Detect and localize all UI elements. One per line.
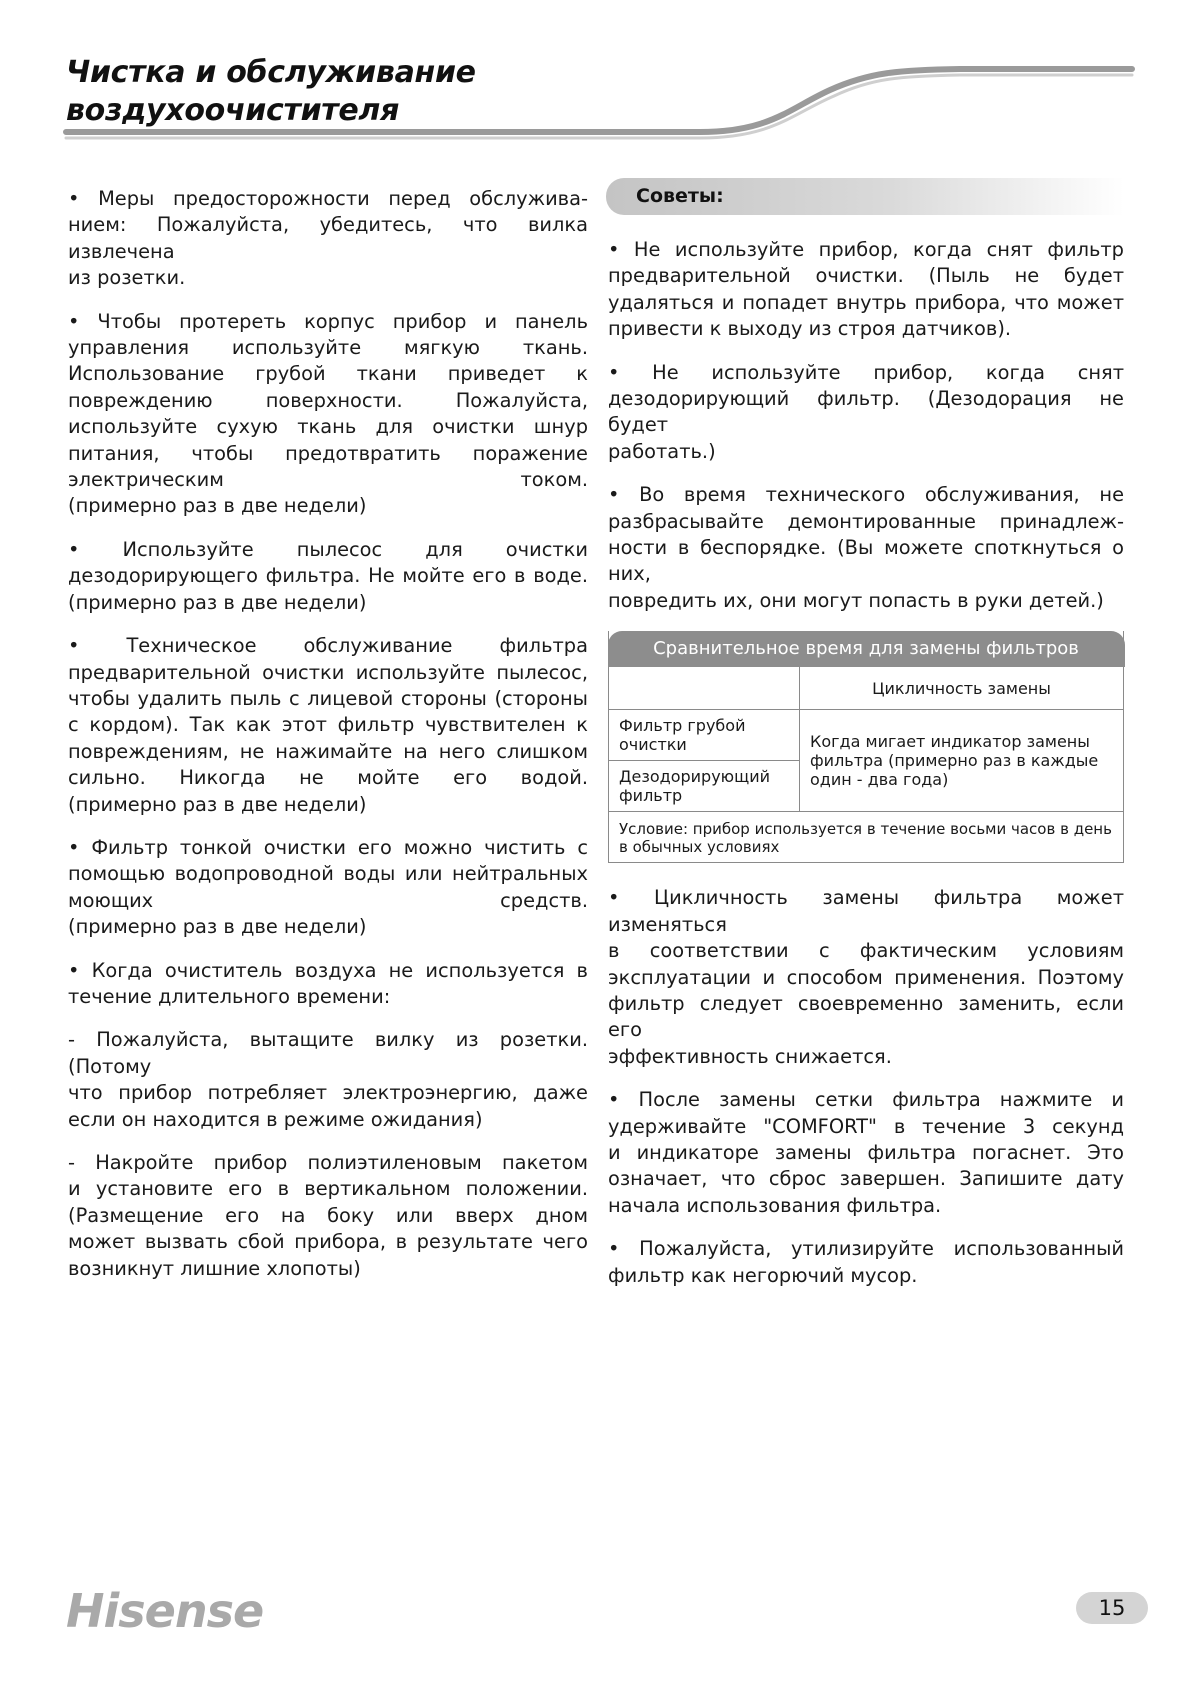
tips-list-after-table xyxy=(608,885,1124,1289)
text-line: • Когда очиститель воздуха не используется в xyxy=(68,958,588,982)
text-line: течение длительного времени: xyxy=(68,984,391,1008)
text-line: • Цикличность замены фильтра может изменяться xyxy=(608,886,1124,936)
text-line: питания, чтобы предотвратить поражение xyxy=(68,441,588,465)
text-line: предварительной очистки используйте пылесос, xyxy=(68,660,588,684)
text-line: • Не используйте прибор, когда снят xyxy=(608,360,1124,384)
text-line: дезодорирующий фильтр. (Дезодорация не будет xyxy=(608,387,1124,437)
filter-replacement-table xyxy=(608,631,1124,863)
paragraph xyxy=(68,1027,588,1133)
text-line: используйте сухую ткань для очистки шнур xyxy=(68,415,588,439)
text-line: если он находится в режиме ожидания) xyxy=(68,1107,483,1131)
paragraph xyxy=(68,835,588,941)
page-number: 15 xyxy=(1076,1592,1148,1624)
paragraph xyxy=(68,633,588,818)
table-header-cell: Цикличность замены xyxy=(800,667,1124,710)
paragraph xyxy=(608,482,1124,614)
tips-header xyxy=(606,178,1124,215)
text-line: • После замены сетки фильтра нажмите и xyxy=(608,1088,1124,1112)
text-line: с кордом). Так как этот фильтр чувствителен к xyxy=(68,713,588,737)
text-line: - Пожалуйста, вытащите вилку из розетки. (Потому xyxy=(68,1028,588,1078)
text-line: разбрасывайте демонтированные принадлеж- xyxy=(608,509,1124,533)
text-line: возникнут лишние хлопоты) xyxy=(68,1256,361,1280)
text-line: • Чтобы протереть корпус прибор и панель xyxy=(68,309,588,333)
tips-list-before-table xyxy=(608,237,1124,614)
text-line: • Во время технического обслуживания, не xyxy=(608,483,1124,507)
table-condition-cell: Условие: прибор используется в течение восьми часов в день в обычных условиях xyxy=(609,812,1123,863)
text-line: сильно. Никогда не мойте его водой. xyxy=(68,766,588,790)
text-line: • Техническое обслуживание фильтра xyxy=(68,634,588,658)
paragraph xyxy=(68,309,588,520)
text-line: чтобы удалить пыль с лицевой стороны (стороны xyxy=(68,686,588,710)
text-line: (примерно раз в две недели) xyxy=(68,915,367,939)
text-line: • Не используйте прибор, когда снят фильтр xyxy=(608,238,1124,261)
text-line: моющих средств. xyxy=(68,888,588,912)
text-line: повреждениям, не нажимайте на него слишком xyxy=(68,739,588,763)
text-line: помощью водопроводной воды или нейтральных xyxy=(68,862,588,886)
paragraph xyxy=(68,1150,588,1282)
table-caption: Сравнительное время для замены фильтров xyxy=(608,631,1125,667)
tips-header-label: Советы: xyxy=(636,185,724,207)
paragraph xyxy=(68,186,588,292)
left-column xyxy=(68,186,588,1299)
text-line: • Меры предосторожности перед обслужива- xyxy=(68,187,588,210)
text-line: из розетки. xyxy=(68,266,186,290)
text-line: удаляться и попадет внутрь прибора, что может xyxy=(608,290,1124,314)
text-line: (примерно раз в две недели) xyxy=(68,494,367,518)
text-line: повреждению поверхности. Пожалуйста, xyxy=(68,388,588,412)
text-line: ности в беспорядке. (Вы можете споткнуться о них, xyxy=(608,536,1124,586)
text-line: электрическим током. xyxy=(68,468,588,492)
paragraph xyxy=(608,885,1124,1070)
table-row xyxy=(609,710,1123,761)
table-grid xyxy=(609,667,1123,862)
text-line: управления используйте мягкую ткань. xyxy=(68,336,588,360)
text-line: означает, что сброс завершен. Запишите дату xyxy=(608,1167,1124,1191)
text-line: начала использования фильтра. xyxy=(608,1193,942,1217)
text-line: что прибор потребляет электроэнергию, даже xyxy=(68,1081,588,1105)
filter-name-cell: Фильтр грубой очистки xyxy=(609,710,800,761)
text-line: эксплуатации и способом применения. Поэтому xyxy=(608,965,1124,989)
text-line: нием: Пожалуйста, убедитесь, что вилка извлечена xyxy=(68,213,588,263)
text-line: привести к выходу из строя датчиков). xyxy=(608,317,1012,341)
filter-name-cell: Дезодорирующий фильтр xyxy=(609,761,800,812)
paragraph xyxy=(68,958,588,1011)
right-column xyxy=(608,186,1124,1306)
text-line: Использование грубой ткани приведет к xyxy=(68,362,588,386)
text-line: работать.) xyxy=(608,439,716,463)
table-header-row xyxy=(609,667,1123,710)
header-swoosh-decoration xyxy=(0,60,1191,150)
text-line: • Используйте пылесос для очистки xyxy=(68,537,588,561)
brand-logo: Hisense xyxy=(66,1584,264,1638)
text-line: (Размещение его на боку или вверх дном xyxy=(68,1203,588,1227)
text-line: дезодорирующего фильтра. Не мойте его в воде. xyxy=(68,564,588,588)
text-line: • Фильтр тонкой очистки его можно чистить с xyxy=(68,835,588,859)
text-line: и индикаторе замены фильтра погаснет. Это xyxy=(608,1140,1124,1164)
paragraph xyxy=(608,1087,1124,1219)
text-line: повредить их, они могут попасть в руки детей.) xyxy=(608,588,1104,612)
text-line: • Пожалуйста, утилизируйте использованный xyxy=(608,1237,1124,1261)
replacement-period-cell: Когда мигает индикатор замены фильтра (примерно раз в каждые один - два года) xyxy=(800,710,1124,812)
text-line: и установите его в вертикальном положении. xyxy=(68,1177,588,1201)
table-header-empty-cell xyxy=(609,667,800,710)
text-line: фильтр следует своевременно заменить, если его xyxy=(608,991,1124,1042)
text-line: (примерно раз в две недели) xyxy=(68,590,367,614)
title-line-1: Чистка и обслуживание xyxy=(66,55,476,90)
paragraph xyxy=(608,237,1124,343)
text-line: эффективность снижается. xyxy=(608,1044,892,1068)
paragraph xyxy=(608,1236,1124,1289)
paragraph xyxy=(68,537,588,616)
table-condition-row xyxy=(609,812,1123,863)
text-line: может вызвать сбой прибора, в результате чего xyxy=(68,1230,588,1254)
text-line: (примерно раз в две недели) xyxy=(68,792,367,816)
paragraph xyxy=(608,360,1124,466)
text-line: предварительной очистки. (Пыль не будет xyxy=(608,264,1124,288)
title-line-2: воздухоочистителя xyxy=(66,93,400,128)
text-line: - Накройте прибор полиэтиленовым пакетом xyxy=(68,1151,588,1174)
text-line: фильтр как негорючий мусор. xyxy=(608,1263,918,1287)
text-line: удерживайте "COMFORT" в течение 3 секунд xyxy=(608,1114,1124,1138)
text-line: в соответствии с фактическим условиям xyxy=(608,939,1124,963)
